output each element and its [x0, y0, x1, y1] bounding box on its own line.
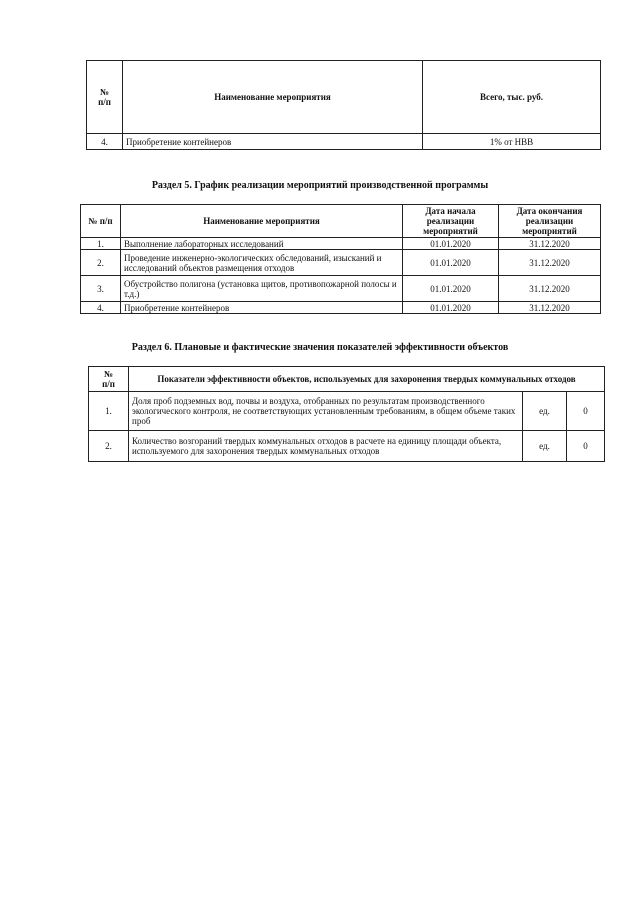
- section6-title: Раздел 6. Плановые и фактические значения показателей эффективности объектов: [131, 342, 509, 353]
- table-schedule: [80, 204, 601, 314]
- header-num: № п/п: [81, 205, 121, 238]
- table-row: [81, 250, 601, 276]
- header-name: Наименование мероприятия: [123, 61, 423, 134]
- row-unit: ед.: [523, 392, 567, 431]
- table-program-costs: [86, 60, 601, 150]
- header-num: № п/п: [89, 367, 129, 392]
- header-end: Дата окончания реализации мероприятий: [499, 205, 601, 238]
- row-start: 01.01.2020: [403, 276, 499, 302]
- row-name: Доля проб подземных вод, почвы и воздуха, отобранных по результатам производственного экологического контроля, не соответствующих установленным требованиям, в общем объеме таких проб: [129, 392, 523, 431]
- table-row: [89, 431, 605, 462]
- row-num: 4.: [87, 134, 123, 150]
- row-num: 1.: [89, 392, 129, 431]
- row-num: 1.: [81, 238, 121, 250]
- row-start: 01.01.2020: [403, 302, 499, 314]
- header-start: Дата начала реализации мероприятий: [403, 205, 499, 238]
- row-total: 1% от НВВ: [423, 134, 601, 150]
- row-name: Количество возгораний твердых коммунальных отходов в расчете на единицу площади объекта, используемого для захоронения твердых коммунальных отходов: [129, 431, 523, 462]
- row-num: 4.: [81, 302, 121, 314]
- row-num: 2.: [81, 250, 121, 276]
- row-value: 0: [567, 431, 605, 462]
- row-num: 2.: [89, 431, 129, 462]
- header-name: Наименование мероприятия: [121, 205, 403, 238]
- header-total: Всего, тыс. руб.: [423, 61, 601, 134]
- row-unit: ед.: [523, 431, 567, 462]
- table-row: [87, 134, 601, 150]
- table-efficiency: [88, 366, 605, 462]
- row-end: 31.12.2020: [499, 250, 601, 276]
- table-row: [81, 238, 601, 250]
- row-name: Приобретение контейнеров: [121, 302, 403, 314]
- row-name: Проведение инженерно-экологических обследований, изысканий и исследований объектов размещения отходов: [121, 250, 403, 276]
- table-row: [81, 302, 601, 314]
- row-name: Приобретение контейнеров: [123, 134, 423, 150]
- row-start: 01.01.2020: [403, 238, 499, 250]
- row-value: 0: [567, 392, 605, 431]
- section5-title: Раздел 5. График реализации мероприятий производственной программы: [151, 180, 489, 191]
- header-num: № п/п: [87, 61, 123, 134]
- row-start: 01.01.2020: [403, 250, 499, 276]
- table-row: [81, 276, 601, 302]
- row-name: Выполнение лабораторных исследований: [121, 238, 403, 250]
- row-end: 31.12.2020: [499, 238, 601, 250]
- table-row: [89, 392, 605, 431]
- row-name: Обустройство полигона (установка щитов, противопожарной полосы и т.д.): [121, 276, 403, 302]
- row-end: 31.12.2020: [499, 302, 601, 314]
- row-num: 3.: [81, 276, 121, 302]
- header-indicators: Показатели эффективности объектов, используемых для захоронения твердых коммунальных отходов: [129, 367, 605, 392]
- row-end: 31.12.2020: [499, 276, 601, 302]
